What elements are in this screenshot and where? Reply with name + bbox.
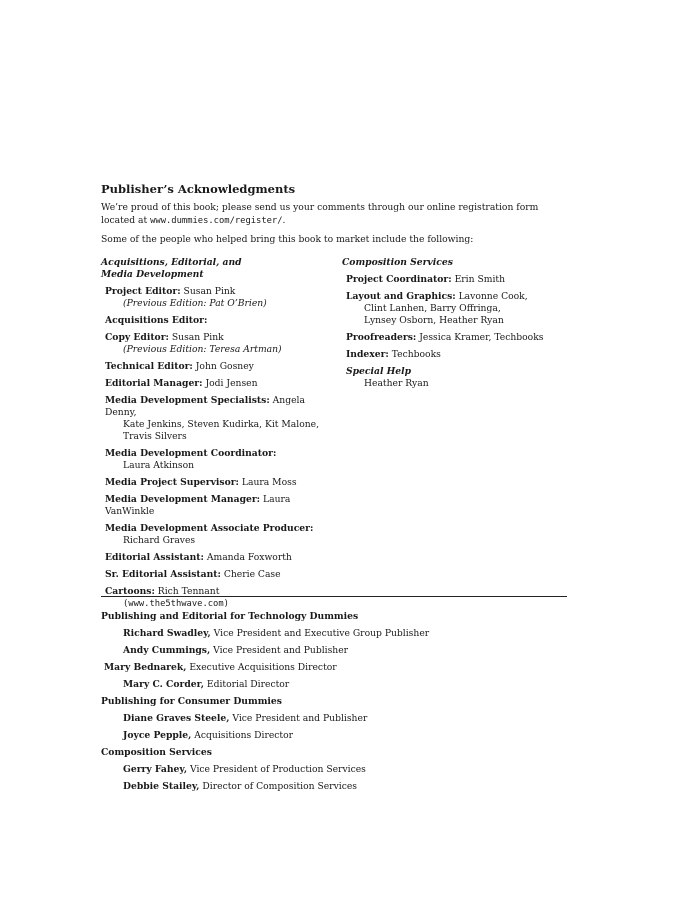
credit-role: Media Development Associate Producer:	[105, 523, 314, 534]
credit-role: Copy Editor:	[105, 332, 169, 343]
staff-title: Vice President of Production Services	[187, 764, 366, 775]
staff-group-heading: Publishing and Editorial for Technology Dummies	[101, 611, 359, 622]
staff-entry	[101, 628, 571, 640]
staff-title: Director of Composition Services	[199, 781, 357, 792]
credit-entry	[105, 315, 336, 327]
staff-entry	[101, 764, 571, 776]
special-help	[346, 366, 567, 390]
credit-role: Sr. Editorial Assistant:	[105, 569, 221, 580]
credit-entry	[105, 361, 336, 373]
intro-paragraph	[101, 201, 571, 228]
intro-period: .	[282, 215, 286, 226]
credit-continuation: Laura Atkinson	[123, 460, 195, 471]
credit-name: Amanda Foxworth	[203, 552, 292, 563]
staff-title: Executive Acquisitions Director	[186, 662, 337, 673]
staff-name: Andy Cummings,	[123, 645, 211, 656]
credit-role: Layout and Graphics:	[346, 291, 456, 302]
credit-entry	[105, 332, 336, 356]
credit-continuation: Lynsey Osborn, Heather Ryan	[364, 315, 504, 326]
credit-entry	[105, 586, 336, 610]
credit-name: Laura VanWinkle	[105, 494, 291, 517]
staff-name: Mary C. Corder,	[123, 679, 204, 690]
credit-entry	[105, 395, 336, 443]
credit-note: (Previous Edition: Pat O’Brien)	[123, 298, 267, 309]
intro	[101, 201, 571, 251]
credit-note: (Previous Edition: Teresa Artman)	[123, 344, 282, 355]
divider-rule	[101, 596, 567, 597]
credit-entry	[105, 552, 336, 564]
credit-role: Media Development Manager:	[105, 494, 261, 505]
section-heading: Composition Services	[342, 257, 453, 268]
staff-name: Gerry Fahey,	[123, 764, 188, 775]
credit-name: Susan Pink	[180, 286, 236, 297]
credit-name: Jessica Kramer, Techbooks	[416, 332, 544, 343]
credit-role: Editorial Manager:	[105, 378, 203, 389]
credit-role: Acquisitions Editor:	[105, 315, 208, 326]
credit-entry	[105, 569, 336, 581]
credit-role: Project Editor:	[105, 286, 181, 297]
right-column	[342, 257, 567, 395]
staff-entry	[101, 662, 571, 674]
credit-role: Media Development Specialists:	[105, 395, 270, 406]
credit-name: Jodi Jensen	[202, 378, 258, 389]
credit-name: Cherie Case	[220, 569, 281, 580]
publishing-staff-list	[101, 611, 571, 798]
credit-continuation: Travis Silvers	[123, 431, 187, 442]
credit-entry	[105, 523, 336, 547]
staff-group-heading: Composition Services	[101, 747, 212, 758]
staff-name: Mary Bednarek,	[104, 662, 187, 673]
credit-name: Laura Moss	[238, 477, 297, 488]
register-url: www.dummies.com/register/	[150, 216, 283, 226]
intro-text: We’re proud of this book; please send us your comments through our online registration form located at	[101, 202, 539, 226]
credit-role: Editorial Assistant:	[105, 552, 204, 563]
staff-title: Vice President and Publisher	[229, 713, 368, 724]
credit-role: Technical Editor:	[105, 361, 193, 372]
staff-title: Editorial Director	[203, 679, 290, 690]
credit-entry	[105, 494, 336, 518]
credit-name: John Gosney	[192, 361, 254, 372]
section-heading	[101, 257, 336, 281]
credit-role: Proofreaders:	[346, 332, 417, 343]
staff-name: Diane Graves Steele,	[123, 713, 230, 724]
staff-name: Richard Swadley,	[123, 628, 211, 639]
staff-entry	[101, 730, 571, 742]
credit-continuation: Kate Jenkins, Steven Kudirka, Kit Malone,	[123, 419, 320, 430]
credit-entry	[105, 286, 336, 310]
staff-entry	[101, 679, 571, 691]
staff-title: Vice President and Publisher	[210, 645, 349, 656]
credit-name: Angela Denny,	[105, 395, 305, 418]
credit-name: Lavonne Cook,	[455, 291, 528, 302]
heading-line: Media Development	[101, 269, 204, 280]
staff-title: Acquisitions Director	[191, 730, 294, 741]
staff-entry	[101, 713, 571, 725]
credit-role: Media Development Coordinator:	[105, 448, 277, 459]
staff-group-heading: Publishing for Consumer Dummies	[101, 696, 282, 707]
left-column	[101, 257, 336, 615]
staff-title: Vice President and Executive Group Publisher	[210, 628, 430, 639]
cartoonist-url: (www.the5thwave.com)	[123, 599, 229, 609]
staff-entry	[101, 645, 571, 657]
credit-role: Project Coordinator:	[346, 274, 452, 285]
credit-entry	[346, 274, 567, 286]
credit-continuation: Heather Ryan	[364, 378, 429, 389]
staff-entry	[101, 781, 571, 793]
staff-name: Debbie Stailey,	[123, 781, 200, 792]
heading-line: Acquisitions, Editorial, and	[101, 257, 242, 268]
credit-role: Media Project Supervisor:	[105, 477, 239, 488]
credit-name: Erin Smith	[451, 274, 506, 285]
credit-continuation: Clint Lanhen, Barry Offringa,	[364, 303, 501, 314]
page-title: Publisher’s Acknowledgments	[101, 182, 296, 196]
credit-continuation: Richard Graves	[123, 535, 196, 546]
intro-paragraph-2: Some of the people who helped bring this book to market include the following:	[101, 234, 474, 245]
special-help-heading: Special Help	[346, 366, 412, 377]
credit-entry	[346, 332, 567, 344]
staff-name: Joyce Pepple,	[123, 730, 192, 741]
credit-role: Cartoons:	[105, 586, 155, 597]
credit-name: Susan Pink	[168, 332, 224, 343]
credit-role: Indexer:	[346, 349, 389, 360]
credit-entry	[346, 291, 567, 327]
credit-entry	[105, 448, 336, 472]
credit-entry	[346, 349, 567, 361]
credit-entry	[105, 477, 336, 489]
credit-name: Techbooks	[388, 349, 441, 360]
credit-name: Rich Tennant	[154, 586, 220, 597]
credit-entry	[105, 378, 336, 390]
